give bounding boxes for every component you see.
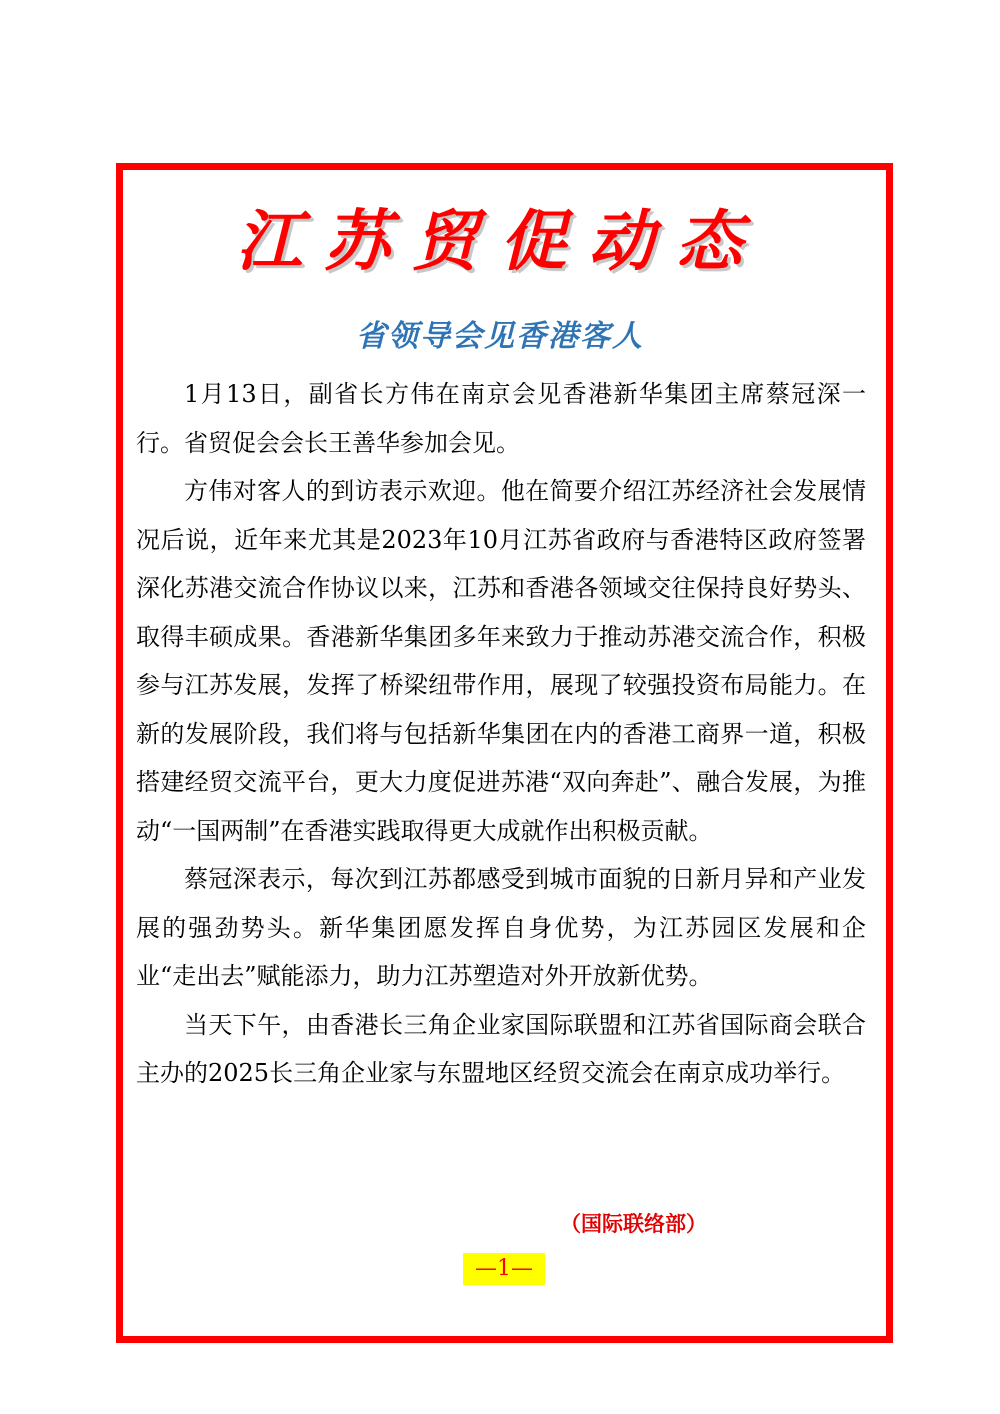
masthead-title: 江苏贸促动态 [236,202,764,280]
article-headline: 省领导会见香港客人 [356,319,644,354]
department-signature: （国际联络部） [560,1211,707,1236]
paragraph: 1月13日，副省长方伟在南京会见香港新华集团主席蔡冠深一行。省贸促会会长王善华参加会见。 [136,380,866,457]
paragraph: 当天下午，由香港长三角企业家国际联盟和江苏省国际商会联合主办的2025长三角企业家与东盟地区经贸交流会在南京成功举行。 [136,1010,866,1087]
article-body [136,370,866,1098]
paragraph: 蔡冠深表示，每次到江苏都感受到城市面貌的日新月异和产业发展的强劲势头。新华集团愿发挥自身优势，为江苏园区发展和企业“走出去”赋能添力，助力江苏塑造对外开放新优势。 [136,865,866,990]
page-number: —1— [463,1253,545,1285]
paragraph: 方伟对客人的到访表示欢迎。他在简要介绍江苏经济社会发展情况后说，近年来尤其是2023年10月江苏省政府与香港特区政府签署深化苏港交流合作协议以来，江苏和香港各领域交往保持良好势头、取得丰硕成果。香港新华集团多年来致力于推动苏港交流合作，积极参与江苏发展，发挥了桥梁纽带作用，展现了较强投资布局能力。在新的发展阶段，我们将与包括新华集团在内的香港工商界一道，积极搭建经贸交流平台，更大力度促进苏港“双向奔赴”、融合发展，为推动“一国两制”在香港实践取得更大成就作出积极贡献。 [136,477,866,845]
